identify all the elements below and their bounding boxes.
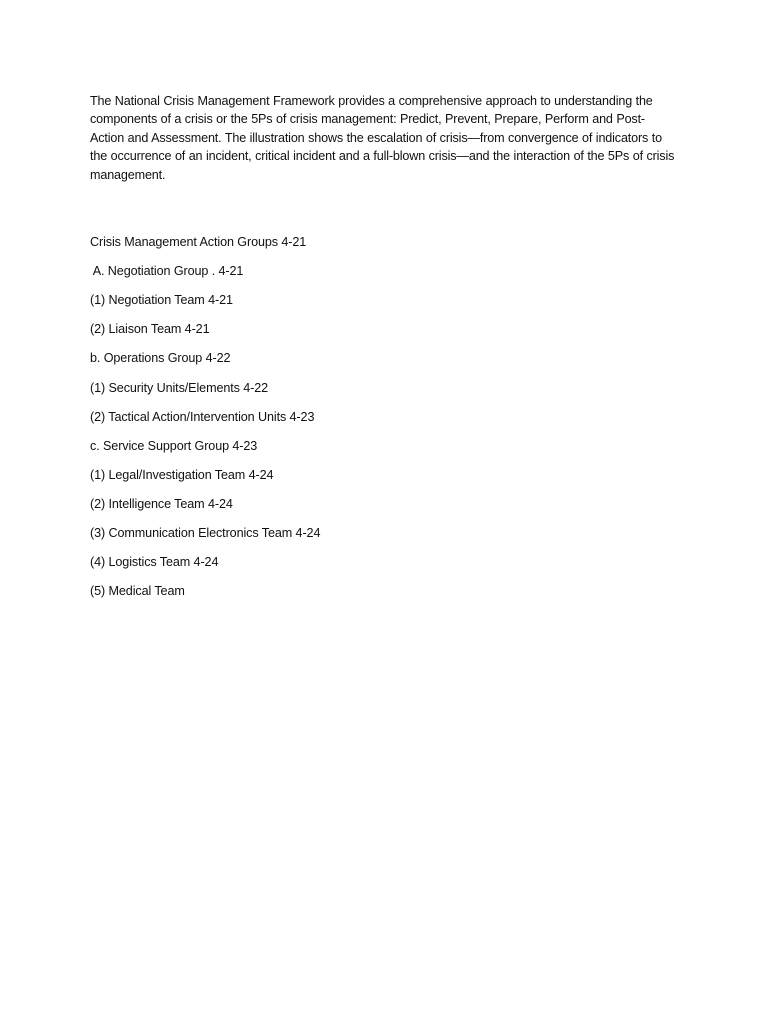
outline-heading: Crisis Management Action Groups 4-21 bbox=[90, 235, 307, 250]
intro-paragraph: The National Crisis Management Framework provides a comprehensive approach to understanding the components of a crisis or the 5Ps of crisis management: Predict, Prevent, Prepare, Perform and Post-Action and Assessment. The illustration shows the escalation of crisis—from convergence of indicators to the occurrence of an incident, critical incident and a full-blown crisis—and the interaction of the 5Ps of crisis management. bbox=[90, 94, 675, 182]
outline-item-tactical-action-units: (2) Tactical Action/Intervention Units 4-23 bbox=[90, 409, 315, 424]
outline-item-service-support-group: c. Service Support Group 4-23 bbox=[90, 438, 258, 453]
outline-item-intelligence-team: (2) Intelligence Team 4-24 bbox=[90, 496, 233, 511]
outline-item-operations-group: b. Operations Group 4-22 bbox=[90, 351, 231, 366]
document-content bbox=[90, 92, 678, 606]
outline-item-logistics-team: (4) Logistics Team 4-24 bbox=[90, 555, 219, 570]
action-groups-outline bbox=[90, 228, 678, 606]
outline-item-negotiation-group: A. Negotiation Group . 4-21 bbox=[90, 264, 244, 279]
outline-item-medical-team: (5) Medical Team bbox=[90, 584, 185, 599]
outline-item-legal-investigation-team: (1) Legal/Investigation Team 4-24 bbox=[90, 467, 274, 482]
outline-item-communication-electronics-team: (3) Communication Electronics Team 4-24 bbox=[90, 525, 321, 540]
outline-item-negotiation-team: (1) Negotiation Team 4-21 bbox=[90, 293, 233, 308]
outline-item-liaison-team: (2) Liaison Team 4-21 bbox=[90, 322, 210, 337]
outline-item-security-units: (1) Security Units/Elements 4-22 bbox=[90, 380, 269, 395]
